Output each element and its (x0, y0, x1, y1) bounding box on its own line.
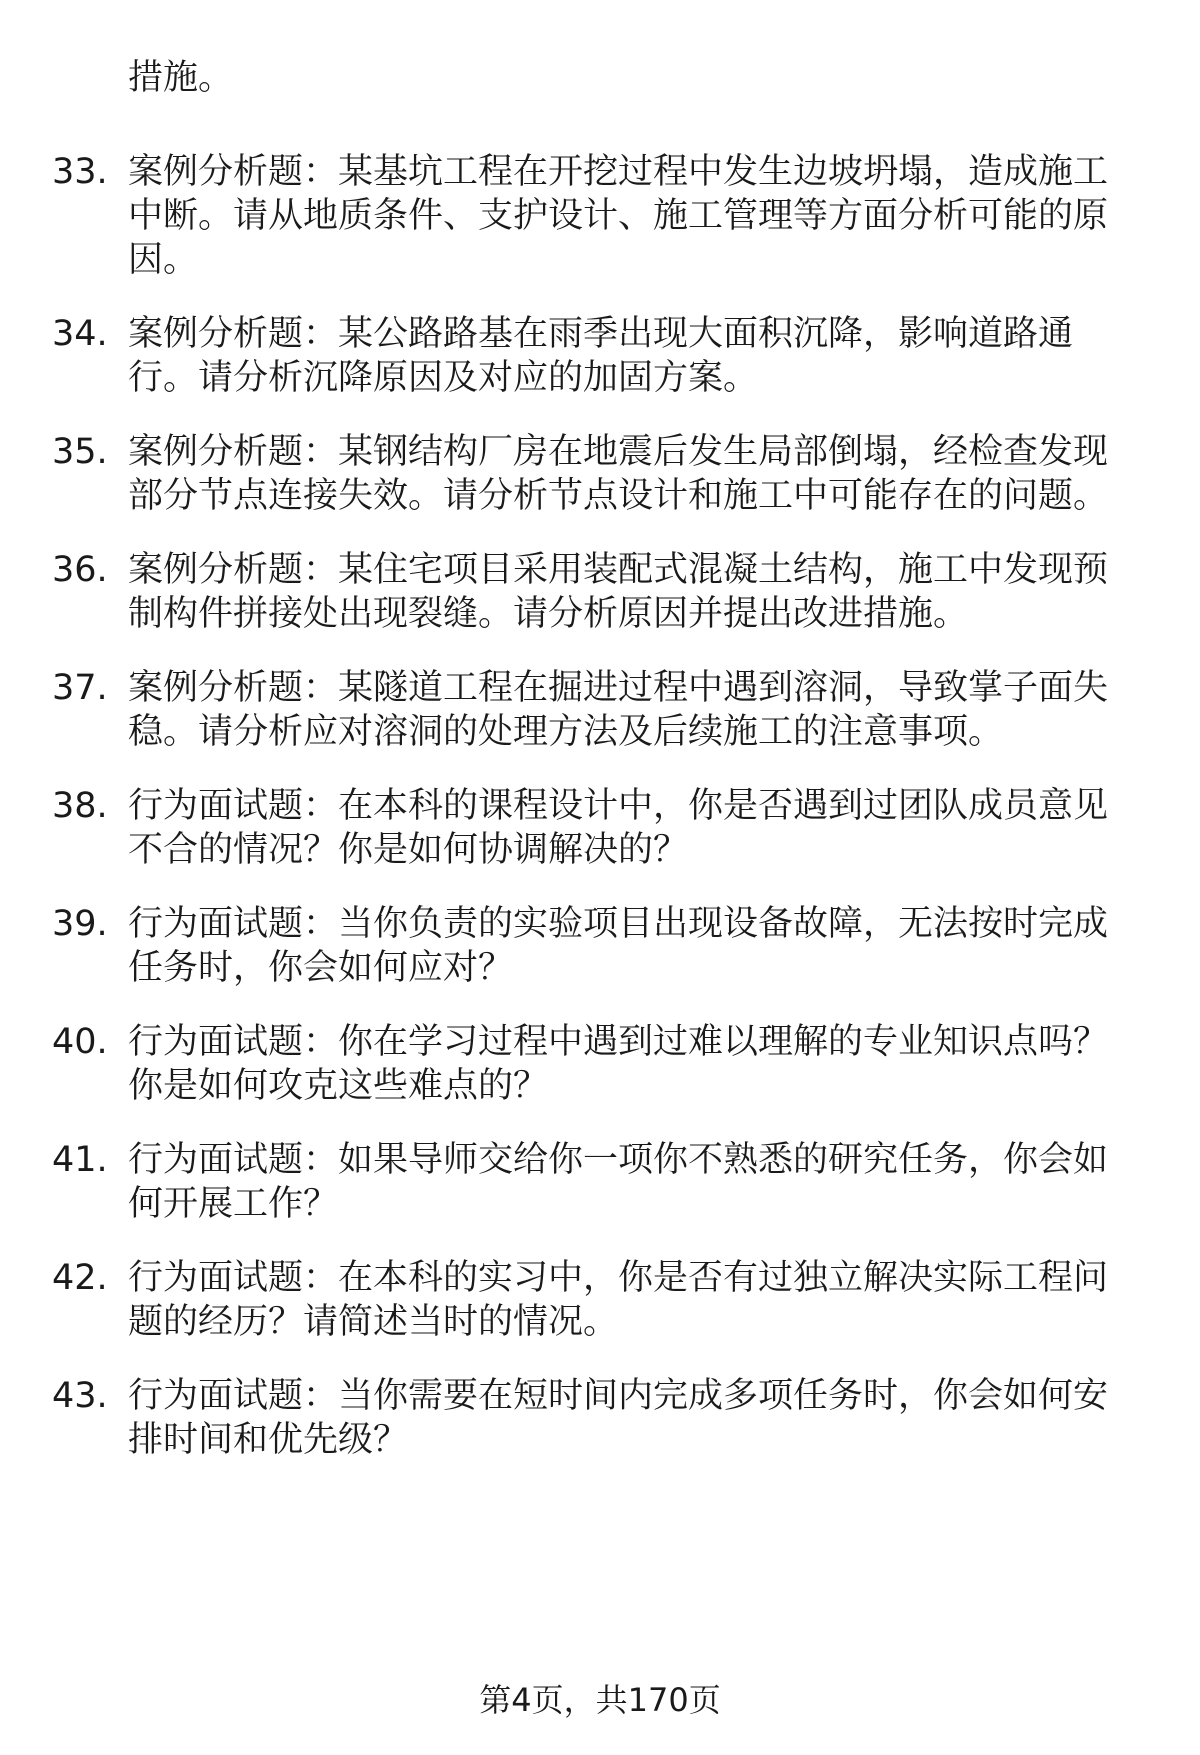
item-number: 35. (52, 432, 108, 472)
item-number: 38. (52, 786, 108, 826)
item-number: 42. (52, 1258, 108, 1298)
item-line: 你是如何攻克这些难点的？ (128, 1066, 549, 1106)
item-number: 34. (52, 314, 108, 354)
item-line: 案例分析题：某住宅项目采用装配式混凝土结构，施工中发现预 (128, 550, 1109, 590)
item-line: 行为面试题：如果导师交给你一项你不熟悉的研究任务，你会如 (128, 1140, 1109, 1180)
item-number: 43. (52, 1376, 108, 1416)
item-line: 行为面试题：在本科的实习中，你是否有过独立解决实际工程问 (128, 1258, 1109, 1298)
item-line: 行为面试题：在本科的课程设计中，你是否遇到过团队成员意见 (128, 786, 1109, 826)
item-line: 案例分析题：某基坑工程在开挖过程中发生边坡坍塌，造成施工 (128, 152, 1109, 192)
item-number: 33. (52, 152, 108, 192)
item-line: 题的经历？请简述当时的情况。 (128, 1302, 619, 1342)
item-line: 行。请分析沉降原因及对应的加固方案。 (128, 358, 759, 398)
item-line: 行为面试题：当你负责的实验项目出现设备故障，无法按时完成 (128, 904, 1109, 944)
item-line: 何开展工作？ (128, 1184, 339, 1224)
item-line: 措施。 (128, 58, 234, 98)
item-number: 41. (52, 1140, 108, 1180)
item-line: 排时间和优先级？ (128, 1420, 409, 1460)
item-number: 40. (52, 1022, 108, 1062)
item-line: 因。 (128, 240, 199, 280)
item-number: 39. (52, 904, 108, 944)
item-line: 案例分析题：某钢结构厂房在地震后发生局部倒塌，经检查发现 (128, 432, 1109, 472)
item-line: 案例分析题：某公路路基在雨季出现大面积沉降，影响道路通 (128, 314, 1074, 354)
item-line: 任务时，你会如何应对？ (128, 948, 514, 988)
item-line: 不合的情况？你是如何协调解决的？ (128, 830, 689, 870)
item-number: 36. (52, 550, 108, 590)
item-line: 制构件拼接处出现裂缝。请分析原因并提出改进措施。 (128, 594, 969, 634)
page-footer: 第4页，共170页 (479, 1681, 721, 1719)
item-line: 案例分析题：某隧道工程在掘进过程中遇到溶洞，导致掌子面失 (128, 668, 1109, 708)
item-line: 稳。请分析应对溶洞的处理方法及后续施工的注意事项。 (128, 712, 1004, 752)
item-number: 37. (52, 668, 108, 708)
item-line: 中断。请从地质条件、支护设计、施工管理等方面分析可能的原 (128, 196, 1109, 236)
item-line: 部分节点连接失效。请分析节点设计和施工中可能存在的问题。 (128, 476, 1109, 516)
item-line: 行为面试题：你在学习过程中遇到过难以理解的专业知识点吗？ (128, 1022, 1109, 1062)
item-line: 行为面试题：当你需要在短时间内完成多项任务时，你会如何安 (128, 1376, 1109, 1416)
